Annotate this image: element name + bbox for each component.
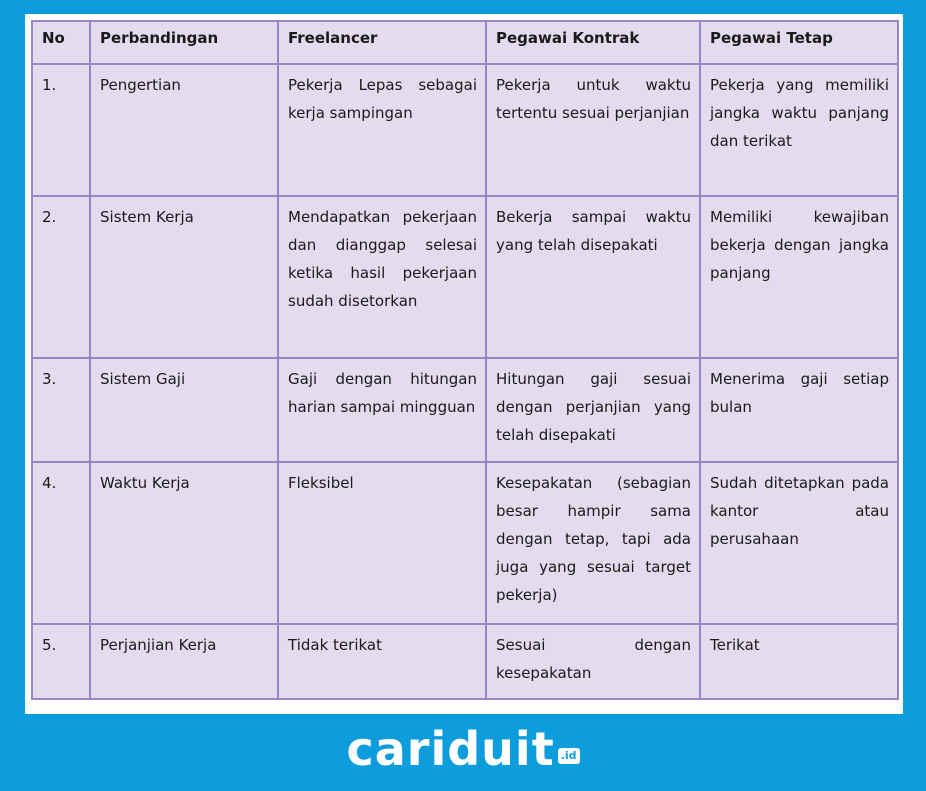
header-pegawai-tetap: Pegawai Tetap [700,21,898,64]
tetap-cell: Sudah ditetapkan pada kantor atau perusahaan [700,462,898,624]
tetap-cell: Pekerja yang memiliki jangka waktu panjang dan terikat [700,64,898,196]
tetap-cell: Menerima gaji setiap bulan [700,358,898,462]
kontrak-cell: Sesuai dengan kesepakatan [486,624,700,699]
row-aspect: Waktu Kerja [90,462,278,624]
cariduit-logo [0,722,926,776]
kontrak-cell: Kesepakatan (sebagian besar hampir sama dengan tetap, tapi ada juga yang sesuai target pekerja) [486,462,700,624]
row-number: 4. [32,462,90,624]
row-aspect: Sistem Gaji [90,358,278,462]
freelancer-cell: Fleksibel [278,462,486,624]
freelancer-cell: Mendapatkan pekerjaan dan dianggap selesai ketika hasil pekerjaan sudah disetorkan [278,196,486,358]
table-row [32,196,898,358]
freelancer-cell: Pekerja Lepas sebagai kerja sampingan [278,64,486,196]
row-aspect: Sistem Kerja [90,196,278,358]
table-row [32,462,898,624]
comparison-table [31,20,899,700]
header-pegawai-kontrak: Pegawai Kontrak [486,21,700,64]
header-no: No [32,21,90,64]
table-row [32,358,898,462]
header-freelancer: Freelancer [278,21,486,64]
brand-name: cariduit [346,722,555,776]
header-perbandingan: Perbandingan [90,21,278,64]
row-number: 3. [32,358,90,462]
comparison-table-card [25,14,903,714]
tetap-cell: Terikat [700,624,898,699]
brand-tld: .id [558,748,580,764]
freelancer-cell: Tidak terikat [278,624,486,699]
kontrak-cell: Pekerja untuk waktu tertentu sesuai perjanjian [486,64,700,196]
row-aspect: Perjanjian Kerja [90,624,278,699]
kontrak-cell: Hitungan gaji sesuai dengan perjanjian yang telah disepakati [486,358,700,462]
kontrak-cell: Bekerja sampai waktu yang telah disepakati [486,196,700,358]
table-header-row [32,21,898,64]
tetap-cell: Memiliki kewajiban bekerja dengan jangka panjang [700,196,898,358]
freelancer-cell: Gaji dengan hitungan harian sampai mingguan [278,358,486,462]
table-row [32,624,898,699]
row-number: 1. [32,64,90,196]
row-aspect: Pengertian [90,64,278,196]
row-number: 2. [32,196,90,358]
table-row [32,64,898,196]
row-number: 5. [32,624,90,699]
